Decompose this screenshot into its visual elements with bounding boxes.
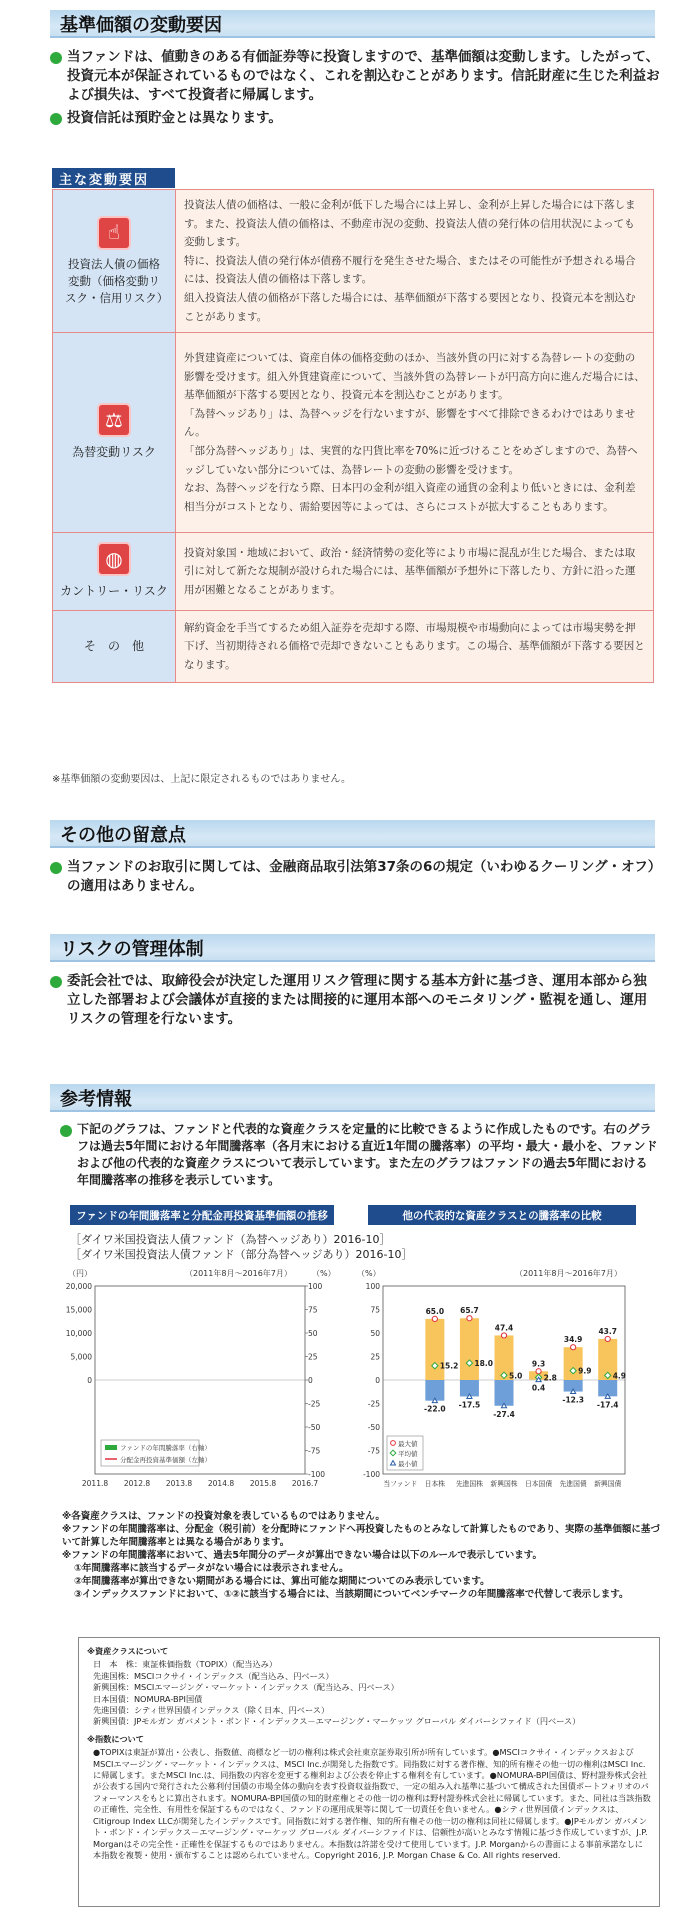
legend-swatch-bar [105,1445,117,1450]
y-tick-label: 100 [365,1282,380,1291]
y-tick-label: 75 [370,1305,380,1315]
asset-line: 新興国株：MSCIエマージング・マーケット・インデックス（配当込み、円ベース） [93,1682,399,1693]
avg-label: 18.0 [474,1359,493,1369]
x-tick-label: 2012.8 [123,1479,151,1488]
legend-label: 最小値 [398,1460,418,1468]
legend-label: 最大値 [398,1440,418,1448]
section-heading-risk: リスクの管理体制 [50,934,655,962]
y-tick-label: 0 [87,1376,92,1385]
bullet-text: 当ファンドは、値動きのある有価証券等に投資しますので、基準価額は変動します。したがって、投資元本が保証されているものではなく、これを割込むことがあります。信託財産に生じた利益および損失は、すべて投資者に帰属します。 [50,48,660,105]
fund-names [70,1232,413,1262]
max-marker [432,1316,437,1321]
reference-bullets [60,1121,658,1193]
y2-tick-label: -50 [308,1423,321,1432]
factor-row [53,533,654,611]
y-tick-label: 10,000 [65,1329,92,1338]
avg-label: 15.2 [439,1361,459,1371]
chart-note: ③インデックスファンドにおいて、①②に該当する場合には、当該期間についてベンチマークの年間騰落率で代替して表示します。 [74,1589,629,1600]
max-marker [571,1345,576,1350]
bullet-text: 当ファンドのお取引に関しては、金融商品取引法第37条の6の規定（いわゆるクーリング・オフ）の適用はありません。 [50,858,660,896]
min-label: -12.3 [562,1395,584,1405]
section-heading-other: その他の留意点 [50,820,655,848]
factor-row [53,190,654,333]
x-tick-label: 新興国債 [594,1480,622,1488]
max-bar [425,1319,444,1380]
x-tick-label: 日本株 [424,1480,446,1488]
asset-line: 日本国債：NOMURA-BPI国債 [93,1693,203,1704]
max-label: 47.4 [494,1323,514,1333]
factor-label-cell [53,533,176,611]
avg-label: 9.9 [578,1366,592,1376]
y-unit: （円） [68,1269,92,1278]
factor-desc: 投資対象国・地域において、政治・経済情勢の変化等により市場に混乱が生じた場合、または取引に対して新たな規制が設けられた場合には、基準価額が予想外に下落したり、方針に沿った運用が困難となることがあります。 [176,533,654,611]
max-marker [501,1333,506,1338]
fund-name: ［ダイワ米国投資法人債ファンド（部分為替ヘッジあり）2016-10］ [70,1248,413,1261]
x-tick-label: 2015.8 [249,1479,277,1488]
y2-tick-label: 25 [308,1352,318,1362]
factor-label: 投資法人債の価格変動（価格変動リスク・信用リスク） [65,256,169,305]
section-heading-reference: 参考情報 [50,1084,655,1112]
min-label: -27.4 [493,1409,515,1419]
y2-tick-label: 75 [308,1305,318,1315]
chart-note: ②年間騰落率が算出できない期間がある場合には、算出可能な期間についてのみ表示しています。 [74,1576,490,1587]
x-tick-label: 当ファンド [383,1480,418,1488]
factor-label-cell [53,333,176,533]
y2-unit: （%） [312,1269,336,1278]
factor-label-cell [53,190,176,333]
factor-row [53,611,654,683]
factor-desc: 解約資金を手当てするため組入証券を売却する際、市場規模や市場動向によっては市場実勢を押下げ、当初期待される価格で売却できないこともあります。この場合、基準価額が下落する要因となります。 [176,611,654,683]
hand-chart-icon: ☝ [97,216,131,250]
x-tick-label: 2011.8 [81,1479,109,1488]
y-tick-label: 15,000 [65,1305,92,1315]
max-label: 43.7 [598,1326,617,1336]
index-title: ※指数について [87,1733,144,1744]
max-label: 34.9 [563,1335,583,1345]
y-tick-label: -50 [367,1423,380,1432]
right-chart-title: 他の代表的な資産クラスとの騰落率の比較 [368,1205,636,1225]
factors-title: 主な変動要因 [52,168,175,188]
asset-line: 先進国債：シティ世界国債インデックス（除く日本、円ベース） [93,1705,330,1716]
period-label: （2011年8月～2016年7月） [185,1269,292,1278]
min-label: -22.0 [424,1404,446,1414]
risk-bullets [50,972,660,1033]
asset-line: 日 本 株：東証株価指数（TOPIX）（配当込み） [93,1659,278,1670]
legend-max-marker [391,1441,396,1446]
legend-label: 分配金再投資基準価額（左軸） [120,1456,211,1464]
left-line-chart [60,1264,360,1504]
factor-label: カントリー・リスク [60,584,168,599]
factors-table [52,189,654,683]
y-tick-label: 5,000 [70,1352,92,1362]
right-bar-chart [355,1264,655,1504]
max-marker [605,1336,610,1341]
factor-label: 為替変動リスク [72,445,156,460]
left-chart-title: ファンドの年間騰落率と分配金再投資基準価額の推移 [70,1205,334,1225]
period-label: （2011年8月～2016年7月） [515,1269,622,1278]
min-label: -17.5 [458,1400,481,1410]
scale-icon: ⚖ [97,403,131,437]
y-unit: （%） [357,1269,381,1278]
asset-class-box [78,1637,660,1907]
volatility-bullets [50,48,660,132]
max-label: 9.3 [531,1359,546,1369]
y2-tick-label: 100 [308,1282,323,1291]
factor-label-cell [53,611,176,683]
min-label: -17.4 [596,1400,619,1410]
y2-tick-label: -25 [308,1399,321,1409]
bullet-text: 下記のグラフは、ファンドと代表的な資産クラスを定量的に比較できるように作成したものです。右のグラフは過去5年間における年間騰落率（各月末における直近1年間の騰落率）の平均・最大・最小を、ファンドおよび他の代表的な資産クラスについて表示しています。また左のグラフはファンドの過去5年間における年間騰落率の推移を表示しています。 [60,1121,658,1189]
asset-line: 新興国債：JPモルガン ガバメント・ボンド・インデックス－エマージング・マーケッツ グローバル ダイバーシファイド（円ベース） [93,1716,581,1727]
min-bar [494,1380,513,1406]
chart-notes [62,1510,662,1601]
asset-line: 先進国株：MSCIコクサイ・インデックス（配当込み、円ベース） [93,1670,334,1681]
max-label: 65.7 [460,1306,479,1316]
y-tick-label: 0 [375,1376,380,1385]
avg-label: 4.9 [612,1371,627,1381]
factor-desc: 外貨建資産については、資産自体の価格変動のほか、当該外貨の円に対する為替レートの変動の影響を受けます。組入外貨建資産について、当該外貨の為替レートが円高方向に進んだ場合には、基準価額が下落する要因となり、投資元本を割込むことがあります。 「為替ヘッジあり」は、為替ヘッジを行ないますが、影響をすべて排除できるわけではありません。 「部分為替ヘッジあり」は、実質的な円貨比率を70%に近づけることをめざしますので、為替ヘッジしていない部分については、為替レートの変動の影響を受けます。 なお、為替ヘッジを行なう際、日本円の金利が組入資産の通貨の金利より低いときには、金利差相当分がコストとなり、需給要因等によっては、さらにコストが拡大することもあります。 [176,333,654,533]
factors-note: ※基準価額の変動要因は、上記に限定されるものではありません。 [52,774,351,785]
chart-note: ※ファンドの年間騰落率は、分配金（税引前）を分配時にファンドへ再投資したものとみなして計算したものであり、実際の基準価額に基づいて計算した年間騰落率とは異なる場合があります。 [62,1524,660,1548]
y-tick-label: 20,000 [65,1282,92,1291]
factor-label: そ の 他 [83,639,144,654]
legend-label: ファンドの年間騰落率（右軸） [120,1444,211,1452]
avg-label: 5.0 [509,1371,523,1381]
legend-label: 平均値 [398,1450,418,1458]
index-text: ●TOPIXは東証が算出・公表し、指数値、商標など一切の権利は株式会社東京証券取引所が所有しています。●MSCIコクサイ・インデックスおよびMSCIエマージング・マーケット・インデックスは、MSCI Inc.が開発した指数です。同指数に対する著作権、知的所有権その他一切の権利はMSCI Inc.に帰属します。またMSCI Inc.は、同指数の内容を変更する権利および公表を停止する権利を有しています。●NOMURA-BPI国債は、野村證券株式会社が公表する国内で発行された公募利付国債の市場全体の動向を表す投資収益指数で、一定の組み入れ基準に基づいて構成された国債ポートフォリオのパフォーマンスをもとに算出されます。NOMURA-BPI国債の知的財産権とその他一切の権利は野村證券株式会社に帰属しています。また、同社は当該指数の正確性、完全性、有用性を保証するものではなく、ファンドの運用成果等に関して一切責任を負いません。●シティ世界国債インデックスは、Citigroup Index LLCが開発したインデックスです。同指数に対する著作権、知的所有権その他一切の権利は同社に帰属します。●JPモルガン ガバメント・ボンド・インデックス－エマージング・マーケッツ グローバル ダイバーシファイドは、信頼性が高いとみなす情報に基づき作成していますが、J.P. Morganはその完全性・正確性を保証するものではありません。本指数は許諾を受けて使用しています。J.P. Morganからの書面による事前承諾なしに本指数を複製・使用・頒布することは認められていません。Copyright 2016, J.P. Morgan Chase & Co. All rights reserved. [93,1747,651,1860]
x-tick-label: 新興国株 [490,1480,518,1488]
y2-tick-label: 50 [308,1329,318,1338]
min-label: 0.4 [531,1383,546,1393]
other-bullets [50,858,660,900]
max-label: 65.0 [425,1306,445,1316]
y-tick-label: 50 [370,1329,380,1338]
x-tick-label: 2013.8 [165,1479,193,1488]
section-heading-volatility: 基準価額の変動要因 [50,10,655,38]
x-tick-label: 日本国債 [524,1480,553,1488]
asset-class-title: ※資産クラスについて [87,1646,169,1656]
bullet-text: 投資信託は預貯金とは異なります。 [50,109,660,128]
x-tick-label: 2014.8 [207,1479,235,1488]
y-tick-label: 25 [370,1352,380,1362]
max-marker [467,1316,472,1321]
y2-tick-label: -100 [308,1470,326,1479]
chart-note: ①年間騰落率に該当するデータがない場合には表示されません。 [74,1563,349,1574]
fund-name: ［ダイワ米国投資法人債ファンド（為替ヘッジあり）2016-10］ [70,1233,391,1246]
x-tick-label: 2016.7 [291,1479,319,1488]
bullet-text: 委託会社では、取締役会が決定した運用リスク管理に関する基本方針に基づき、運用本部から独立した部署および会議体が直接的または間接的に運用本部へのモニタリング・監視を通し、運用リスクの管理を行ないます。 [50,972,660,1029]
y2-tick-label: -75 [308,1446,321,1456]
factor-row [53,333,654,533]
avg-label: 2.8 [543,1373,557,1383]
y-tick-label: -25 [367,1399,380,1409]
y2-tick-label: 0 [308,1376,313,1385]
y-tick-label: -100 [362,1470,380,1479]
max-marker [536,1369,541,1374]
globe-icon: ◍ [97,542,131,576]
max-bar [460,1318,479,1380]
chart-note: ※各資産クラスは、ファンドの投資対象を表しているものではありません。 [62,1511,385,1522]
chart-note: ※ファンドの年間騰落率において、過去5年間分のデータが算出できない場合は以下のルールで表示しています。 [62,1550,543,1561]
y-tick-label: -75 [367,1446,380,1456]
x-tick-label: 先進国株 [455,1480,484,1488]
factor-desc: 投資法人債の価格は、一般に金利が低下した場合には上昇し、金利が上昇した場合には下落します。また、投資法人債の価格は、不動産市況の変動、投資法人債の発行体の信用状況によっても変動します。 特に、投資法人債の発行体が債務不履行を発生させた場合、またはその可能性が予想される場合には、投資法人債の価格は下落します。 組入投資法人債の価格が下落した場合には、基準価額が下落する要因となり、投資元本を割込むことがあります。 [176,190,654,333]
x-tick-label: 先進国債 [559,1480,587,1488]
